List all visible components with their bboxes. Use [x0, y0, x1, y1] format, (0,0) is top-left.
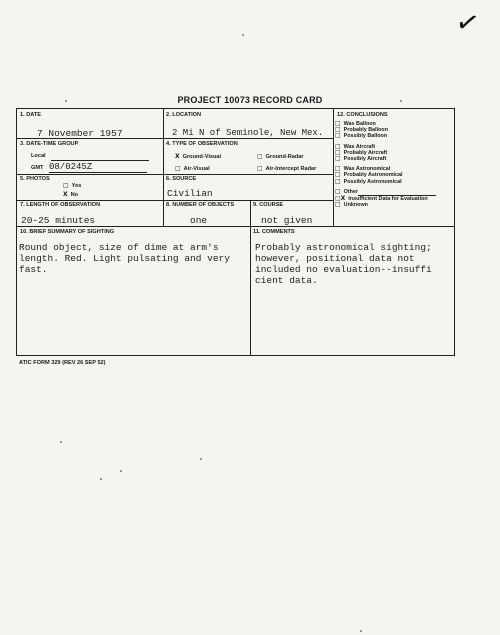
objects-label: 8. NUMBER OF OBJECTS — [166, 202, 235, 208]
date-label: 1. DATE — [20, 112, 42, 118]
location-value: 2 Mi N of Seminole, New Mex. — [172, 128, 324, 138]
date-value: 7 November 1957 — [37, 128, 123, 139]
length-value: 20-25 minutes — [21, 215, 96, 226]
checked-box-icon: X — [63, 191, 68, 198]
local-label: Local — [31, 153, 46, 159]
gmt-label: GMT — [31, 165, 44, 171]
course-label: 9. COURSE — [253, 202, 284, 208]
observation-type-label: 4. TYPE OF OBSERVATION — [166, 141, 238, 147]
empty-box-icon: □ — [335, 201, 341, 209]
local-row — [31, 153, 149, 161]
empty-box-icon: □ — [335, 148, 341, 156]
conclusion-item: □ Other — [335, 189, 436, 196]
record-card — [16, 108, 455, 356]
summary-label: 10. BRIEF SUMMARY OF SIGHTING — [20, 229, 115, 235]
conclusion-item: □ Probably Astronomical — [335, 171, 403, 179]
conclusion-item: □ Probably Balloon — [335, 126, 388, 134]
empty-box-icon: □ — [335, 171, 341, 179]
empty-box-icon: □ — [335, 132, 341, 140]
obs-air-intercept-radar: □ Air-Intercept Radar — [257, 165, 317, 172]
obs-ground-visual: X Ground-Visual — [175, 153, 222, 160]
photos-label: 5. PHOTOS — [20, 176, 50, 182]
conclusion-item-insufficient-data: □X Insufficient Data for Evaluation — [335, 195, 428, 203]
obs-air-visual: □ Air-Visual — [175, 165, 210, 172]
empty-box-icon: □ — [335, 155, 341, 163]
location-label: 2. LOCATION — [166, 112, 202, 118]
empty-box-icon: □ — [335, 126, 341, 134]
local-blank — [51, 153, 149, 161]
course-value: not given — [261, 215, 313, 226]
empty-box-icon: □ — [335, 187, 341, 195]
photos-yes: □ Yes — [63, 182, 82, 189]
empty-box-icon: □ — [335, 120, 341, 127]
conclusion-item: □ Probably Aircraft — [335, 148, 388, 156]
conclusion-item: □ Possibly Astronomical — [335, 177, 402, 185]
datetime-label: 3. DATE-TIME GROUP — [20, 141, 79, 147]
objects-value: one — [190, 215, 208, 226]
empty-box-icon: □ — [335, 165, 341, 173]
conclusion-item: □ Was Balloon — [335, 120, 376, 127]
checked-box-icon: X — [175, 153, 180, 160]
empty-box-icon: □ — [175, 165, 181, 172]
checked-box-icon: □X — [335, 195, 346, 203]
empty-box-icon: □ — [63, 182, 69, 189]
comments-label: 11. COMMENTS — [253, 229, 295, 235]
empty-box-icon: □ — [257, 153, 263, 160]
conclusions-label: 12. CONCLUSIONS — [337, 112, 388, 118]
empty-box-icon: □ — [257, 165, 263, 172]
empty-box-icon: □ — [335, 142, 341, 150]
card-title: PROJECT 10073 RECORD CARD — [177, 95, 323, 105]
conclusion-item: □ Was Astronomical — [335, 165, 391, 173]
gmt-value: 08/0245Z — [49, 162, 93, 172]
gmt-row — [31, 164, 147, 173]
obs-ground-radar: □ Ground-Radar — [257, 153, 304, 160]
source-label: 6. SOURCE — [166, 176, 197, 182]
length-label: 7. LENGTH OF OBSERVATION — [20, 202, 101, 208]
checkmark-icon: ✓ — [452, 3, 483, 42]
empty-box-icon: □ — [335, 177, 341, 185]
conclusion-item: □ Was Aircraft — [335, 142, 376, 150]
summary-text: Round object, size of dime at arm's length. Red. Light pulsating and very fast. — [19, 242, 230, 275]
conclusions-list — [335, 121, 436, 208]
comments-text: Probably astronomical sighting; however, positional data not included no evaluation--insuffi cient data. — [255, 242, 432, 286]
source-value: Civilian — [167, 188, 213, 199]
conclusion-item: □ Possibly Aircraft — [335, 155, 387, 163]
photos-no: X No — [63, 191, 79, 198]
conclusion-item: □ Possibly Balloon — [335, 132, 388, 140]
form-id: ATIC FORM 329 (REV 26 SEP 52) — [19, 360, 106, 366]
gmt-blank — [49, 164, 147, 173]
conclusion-item: □ Unknown — [335, 201, 368, 209]
